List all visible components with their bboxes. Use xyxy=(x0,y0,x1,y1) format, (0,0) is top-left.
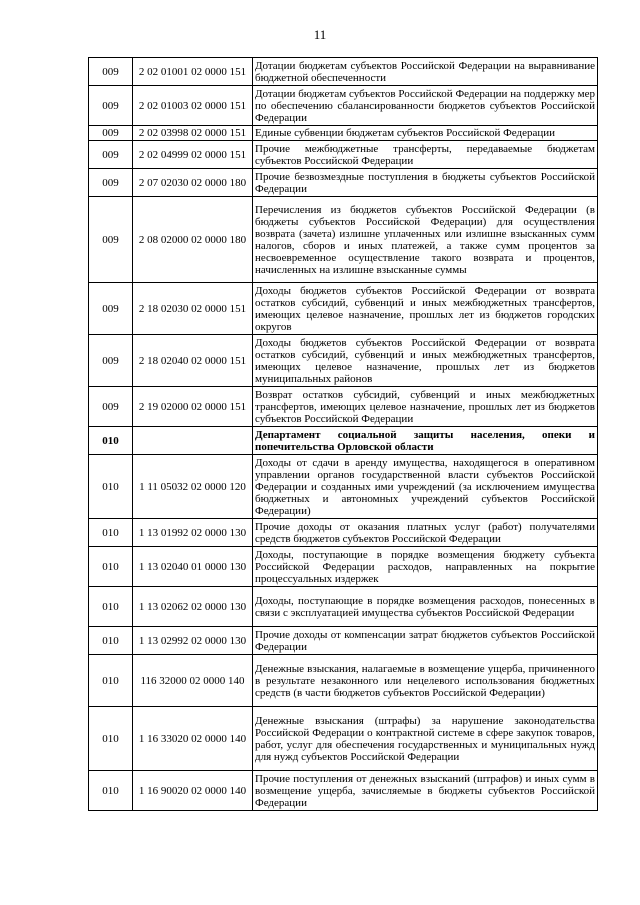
revenue-code-cell xyxy=(133,427,253,455)
admin-code-cell: 009 xyxy=(89,141,133,169)
admin-code-cell: 010 xyxy=(89,655,133,707)
table-row xyxy=(89,519,598,547)
revenue-name-cell: Доходы, поступающие в порядке возмещения бюджету субъекта Российской Федерации расходов, направленных на покрытие процессуальных издержек xyxy=(253,547,598,587)
section-header-row xyxy=(89,427,598,455)
revenue-code-cell: 2 02 03998 02 0000 151 xyxy=(133,126,253,141)
admin-code-cell: 010 xyxy=(89,519,133,547)
revenue-code-cell: 1 16 90020 02 0000 140 xyxy=(133,771,253,811)
admin-code-cell: 009 xyxy=(89,387,133,427)
revenue-code-cell: 2 19 02000 02 0000 151 xyxy=(133,387,253,427)
table-row xyxy=(89,86,598,126)
table-row xyxy=(89,335,598,387)
admin-code-cell: 010 xyxy=(89,547,133,587)
revenue-codes-table xyxy=(88,57,598,811)
revenue-code-cell: 1 16 33020 02 0000 140 xyxy=(133,707,253,771)
admin-code-cell: 009 xyxy=(89,197,133,283)
table-row xyxy=(89,197,598,283)
admin-code-cell: 009 xyxy=(89,335,133,387)
revenue-code-cell: 2 08 02000 02 0000 180 xyxy=(133,197,253,283)
table-row xyxy=(89,283,598,335)
table-row xyxy=(89,627,598,655)
admin-code-cell: 010 xyxy=(89,771,133,811)
table-row xyxy=(89,547,598,587)
revenue-name-cell: Денежные взыскания, налагаемые в возмещение ущерба, причиненного в результате незаконного или нецелевого использования бюджетных средств (в части бюджетов субъектов Российской Федерации) xyxy=(253,655,598,707)
revenue-name-cell: Прочие безвозмездные поступления в бюджеты субъектов Российской Федерации xyxy=(253,169,598,197)
table-row xyxy=(89,58,598,86)
table-row xyxy=(89,387,598,427)
admin-code-cell: 009 xyxy=(89,86,133,126)
revenue-code-cell: 2 07 02030 02 0000 180 xyxy=(133,169,253,197)
revenue-name-cell: Прочие поступления от денежных взысканий (штрафов) и иных сумм в возмещение ущерба, зачисляемые в бюджеты субъектов Российской Федерации xyxy=(253,771,598,811)
table-row xyxy=(89,587,598,627)
table-row xyxy=(89,141,598,169)
revenue-name-cell: Доходы, поступающие в порядке возмещения расходов, понесенных в связи с эксплуатацией имущества субъектов Российской Федерации xyxy=(253,587,598,627)
revenue-code-cell: 1 11 05032 02 0000 120 xyxy=(133,455,253,519)
revenue-code-cell: 1 13 02062 02 0000 130 xyxy=(133,587,253,627)
revenue-code-cell: 116 32000 02 0000 140 xyxy=(133,655,253,707)
admin-code-cell: 009 xyxy=(89,169,133,197)
revenue-code-cell: 1 13 01992 02 0000 130 xyxy=(133,519,253,547)
revenue-code-cell: 2 02 04999 02 0000 151 xyxy=(133,141,253,169)
revenue-name-cell: Единые субвенции бюджетам субъектов Российской Федерации xyxy=(253,126,598,141)
admin-code-cell: 009 xyxy=(89,126,133,141)
table-row xyxy=(89,771,598,811)
revenue-code-cell: 2 18 02030 02 0000 151 xyxy=(133,283,253,335)
table-row xyxy=(89,126,598,141)
revenue-code-cell: 2 18 02040 02 0000 151 xyxy=(133,335,253,387)
revenue-code-cell: 1 13 02040 01 0000 130 xyxy=(133,547,253,587)
revenue-name-cell: Дотации бюджетам субъектов Российской Федерации на поддержку мер по обеспечению сбалансированности бюджетов субъектов Российской Федерации xyxy=(253,86,598,126)
revenue-name-cell: Денежные взыскания (штрафы) за нарушение законодательства Российской Федерации о контрактной системе в сфере закупок товаров, работ, услуг для обеспечения государственных и муниципальных нужд для нужд субъектов Российской Федерации xyxy=(253,707,598,771)
revenue-name-cell: Прочие межбюджетные трансферты, передаваемые бюджетам субъектов Российской Федерации xyxy=(253,141,598,169)
revenue-name-cell: Доходы от сдачи в аренду имущества, находящегося в оперативном управлении органов государственной власти субъектов Российской Федерации и созданных ими учреждений (за исключением имущества бюджетных и автономных учреждений субъектов Российской Федерации) xyxy=(253,455,598,519)
admin-code-cell: 010 xyxy=(89,707,133,771)
revenue-name-cell: Доходы бюджетов субъектов Российской Федерации от возврата остатков субсидий, субвенций и иных межбюджетных трансфертов, имеющих целевое назначение, прошлых лет из бюджетов городских округов xyxy=(253,283,598,335)
revenue-name-cell: Прочие доходы от компенсации затрат бюджетов субъектов Российской Федерации xyxy=(253,627,598,655)
revenue-name-cell: Дотации бюджетам субъектов Российской Федерации на выравнивание бюджетной обеспеченности xyxy=(253,58,598,86)
revenue-code-cell: 2 02 01001 02 0000 151 xyxy=(133,58,253,86)
table-row xyxy=(89,655,598,707)
revenue-code-cell: 2 02 01003 02 0000 151 xyxy=(133,86,253,126)
page-number: 11 xyxy=(313,27,327,42)
admin-code-cell: 010 xyxy=(89,427,133,455)
admin-code-cell: 010 xyxy=(89,627,133,655)
revenue-name-cell: Департамент социальной защиты населения, опеки и попечительства Орловской области xyxy=(253,427,598,455)
admin-code-cell: 010 xyxy=(89,587,133,627)
revenue-name-cell: Перечисления из бюджетов субъектов Российской Федерации (в бюджеты субъектов Российской Федерации) для осуществления возврата (зачета) излишне уплаченных или излишне взысканных сумм налогов, сборов и иных платежей, а также сумм процентов за несвоевременное осуществление такого возврата и процентов, начисленных на излишне взысканные суммы xyxy=(253,197,598,283)
table-body xyxy=(89,58,598,811)
revenue-code-cell: 1 13 02992 02 0000 130 xyxy=(133,627,253,655)
admin-code-cell: 010 xyxy=(89,455,133,519)
admin-code-cell: 009 xyxy=(89,283,133,335)
table-row xyxy=(89,455,598,519)
revenue-name-cell: Возврат остатков субсидий, субвенций и иных межбюджетных трансфертов, имеющих целевое назначение, прошлых лет из бюджетов субъектов Российской Федерации xyxy=(253,387,598,427)
table-row xyxy=(89,169,598,197)
revenue-name-cell: Прочие доходы от оказания платных услуг (работ) получателями средств бюджетов субъектов Российской Федерации xyxy=(253,519,598,547)
table-row xyxy=(89,707,598,771)
admin-code-cell: 009 xyxy=(89,58,133,86)
revenue-name-cell: Доходы бюджетов субъектов Российской Федерации от возврата остатков субсидий, субвенций и иных межбюджетных трансфертов, имеющих целевое назначение, прошлых лет из бюджетов муниципальных районов xyxy=(253,335,598,387)
